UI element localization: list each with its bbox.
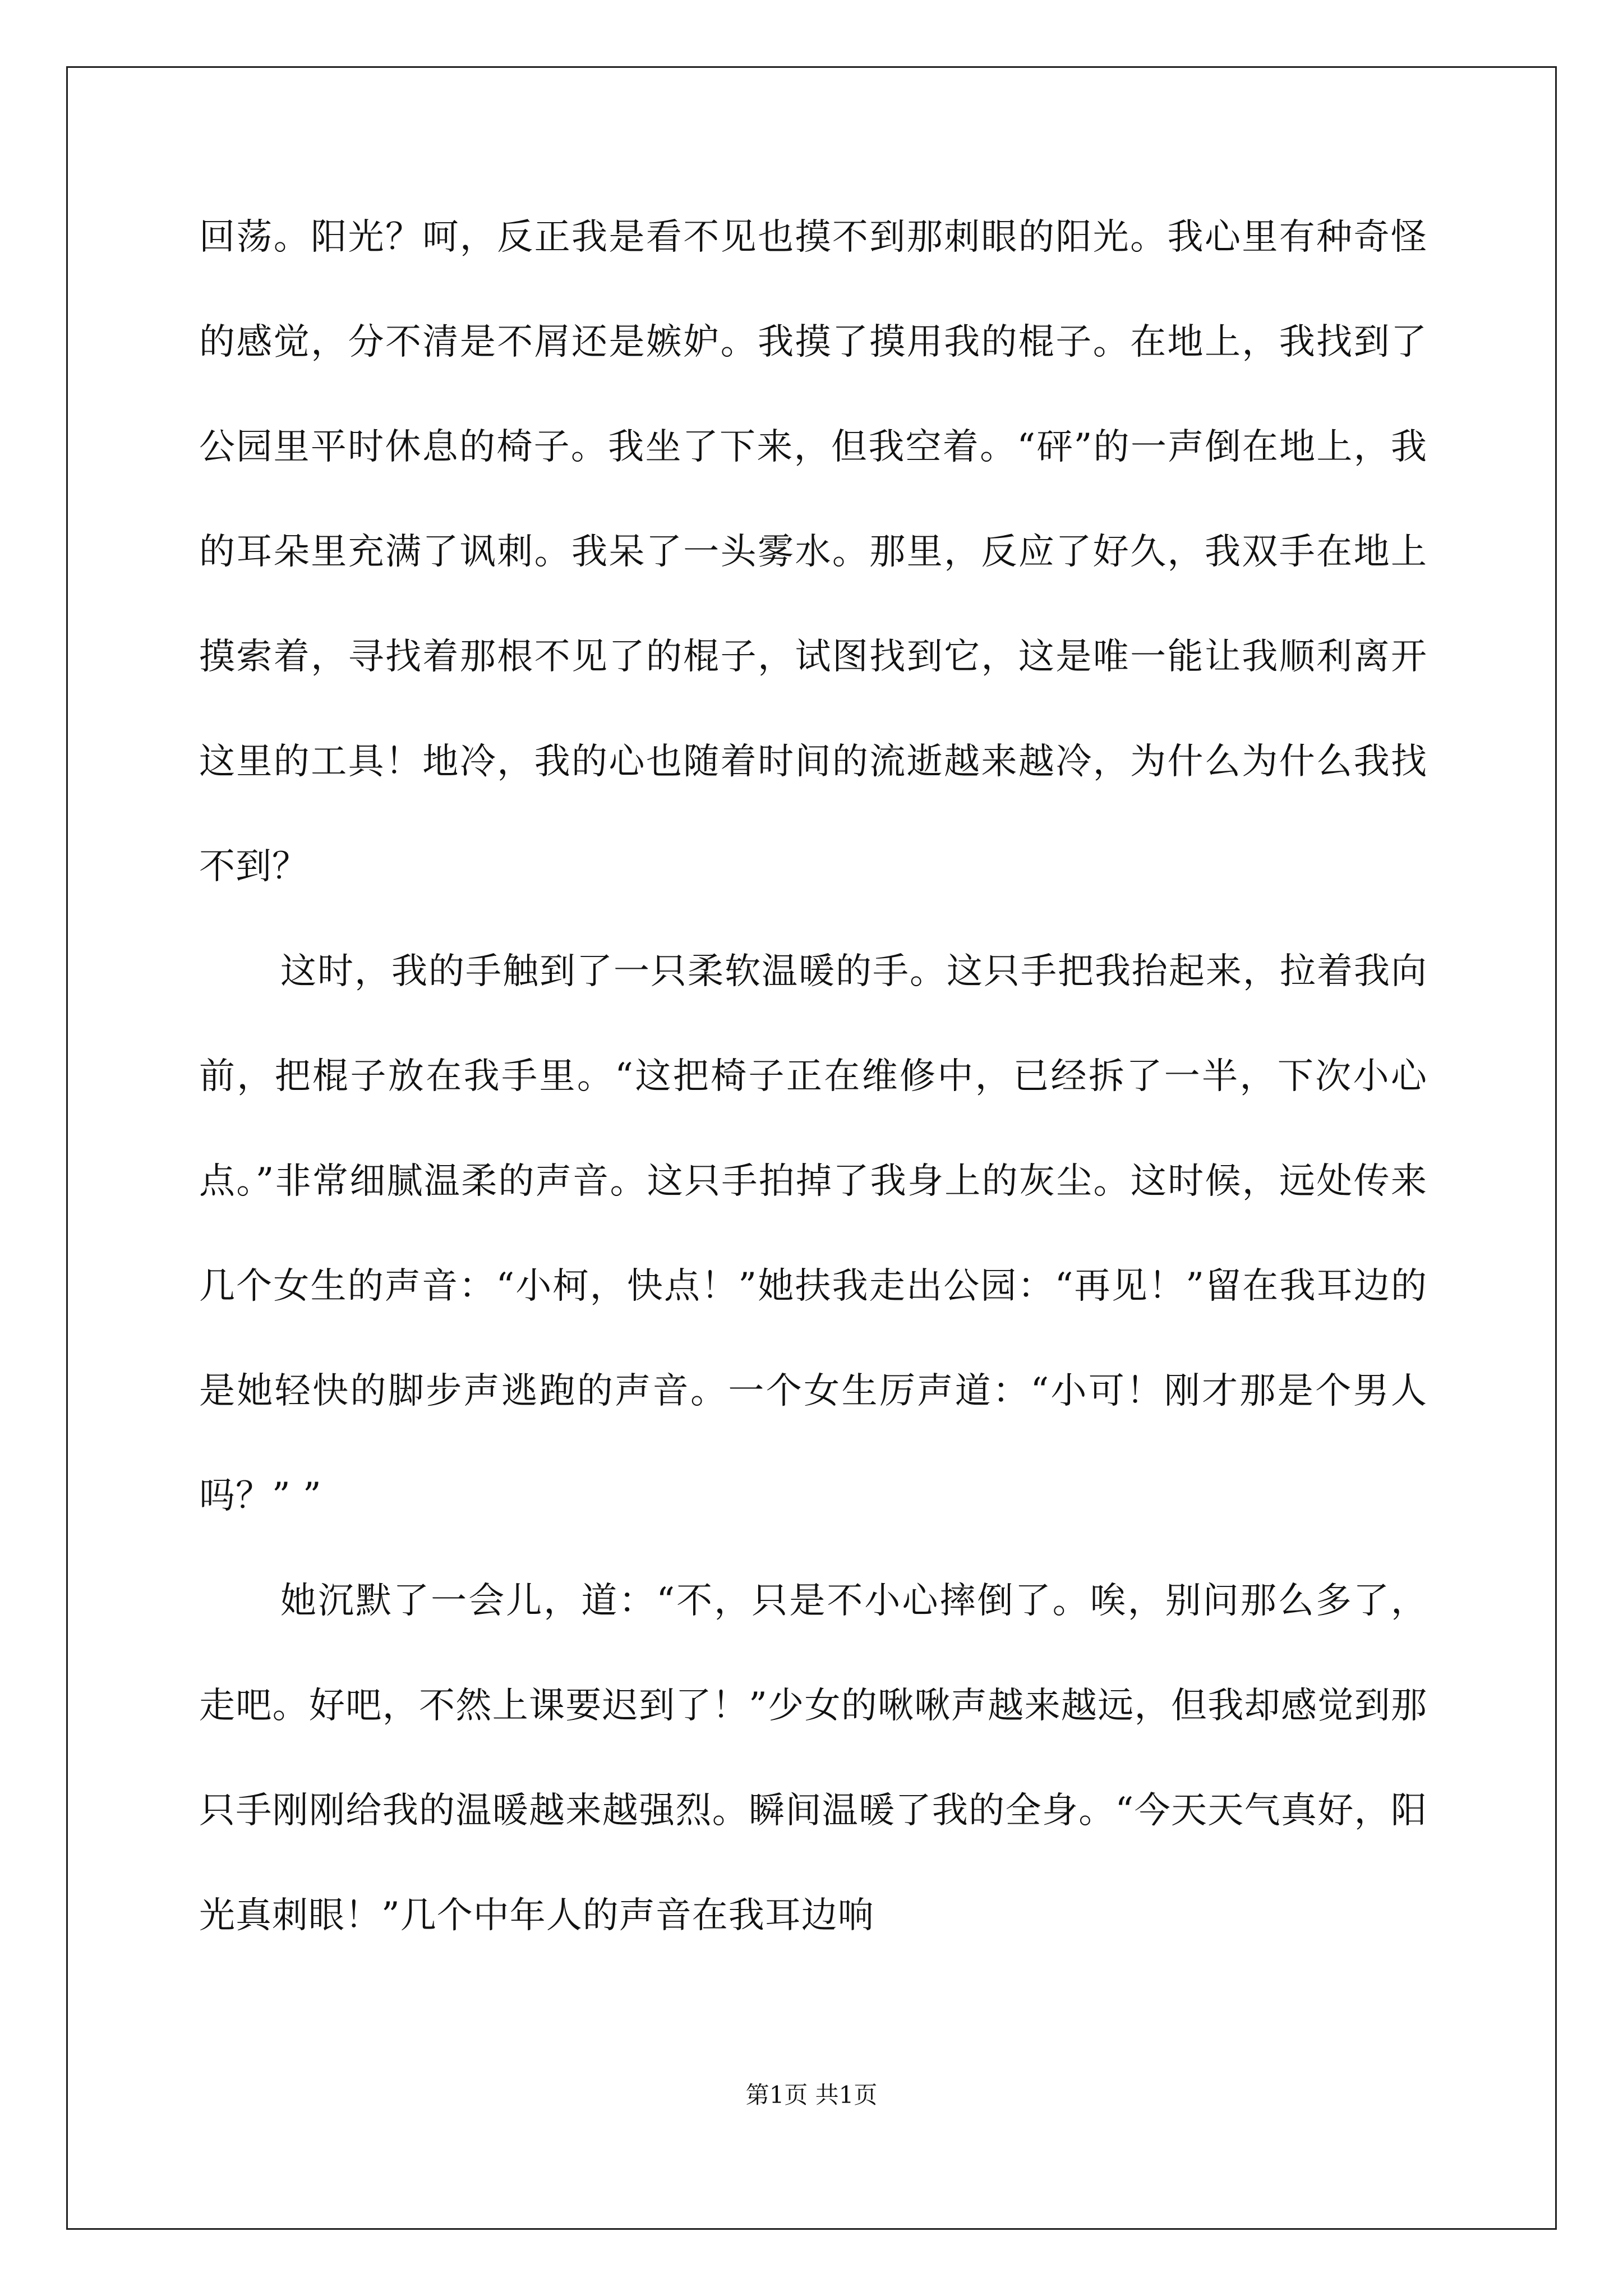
page-footer: 第1页 共1页 bbox=[745, 2081, 878, 2109]
paragraph-2: 这时，我的手触到了一只柔软温暖的手。这只手把我抬起来，拉着我向前，把棍子放在我手里。“这把椅子正在维修中，已经拆了一半，下次小心点。”非常细腻温柔的声音。这只手拍掉了我身上的灰尘。这时候，远处传来几个女生的声音：“小柯，快点！”她扶我走出公园：“再见！”留在我耳边的是她轻快的脚步声逃跑的声音。一个女生厉声道：“小可！刚才那是个男人吗？” ” bbox=[199, 951, 1427, 1517]
paragraph-3: 她沉默了一会儿，道：“不，只是不小心摔倒了。唉，别问那么多了，走吧。好吧，不然上课要迟到了！”少女的啾啾声越来越远，但我却感觉到那只手刚刚给我的温暖越来越强烈。瞬间温暖了我的全身。“今天天气真好，阳光真刺眼！”几个中年人的声音在我耳边响 bbox=[199, 1580, 1427, 1936]
paragraph-1: 回荡。阳光？呵，反正我是看不见也摸不到那刺眼的阳光。我心里有种奇怪的感觉，分不清是不屑还是嫉妒。我摸了摸用我的棍子。在地上，我找到了公园里平时休息的椅子。我坐了下来，但我空着。“砰”的一声倒在地上，我的耳朵里充满了讽刺。我呆了一头雾水。那里，反应了好久，我双手在地上摸索着，寻找着那根不见了的棍子，试图找到它，这是唯一能让我顺利离开这里的工具！地冷，我的心也随着时间的流逝越来越冷，为什么为什么我找不到？ bbox=[199, 217, 1427, 887]
document-body bbox=[199, 185, 1427, 1968]
